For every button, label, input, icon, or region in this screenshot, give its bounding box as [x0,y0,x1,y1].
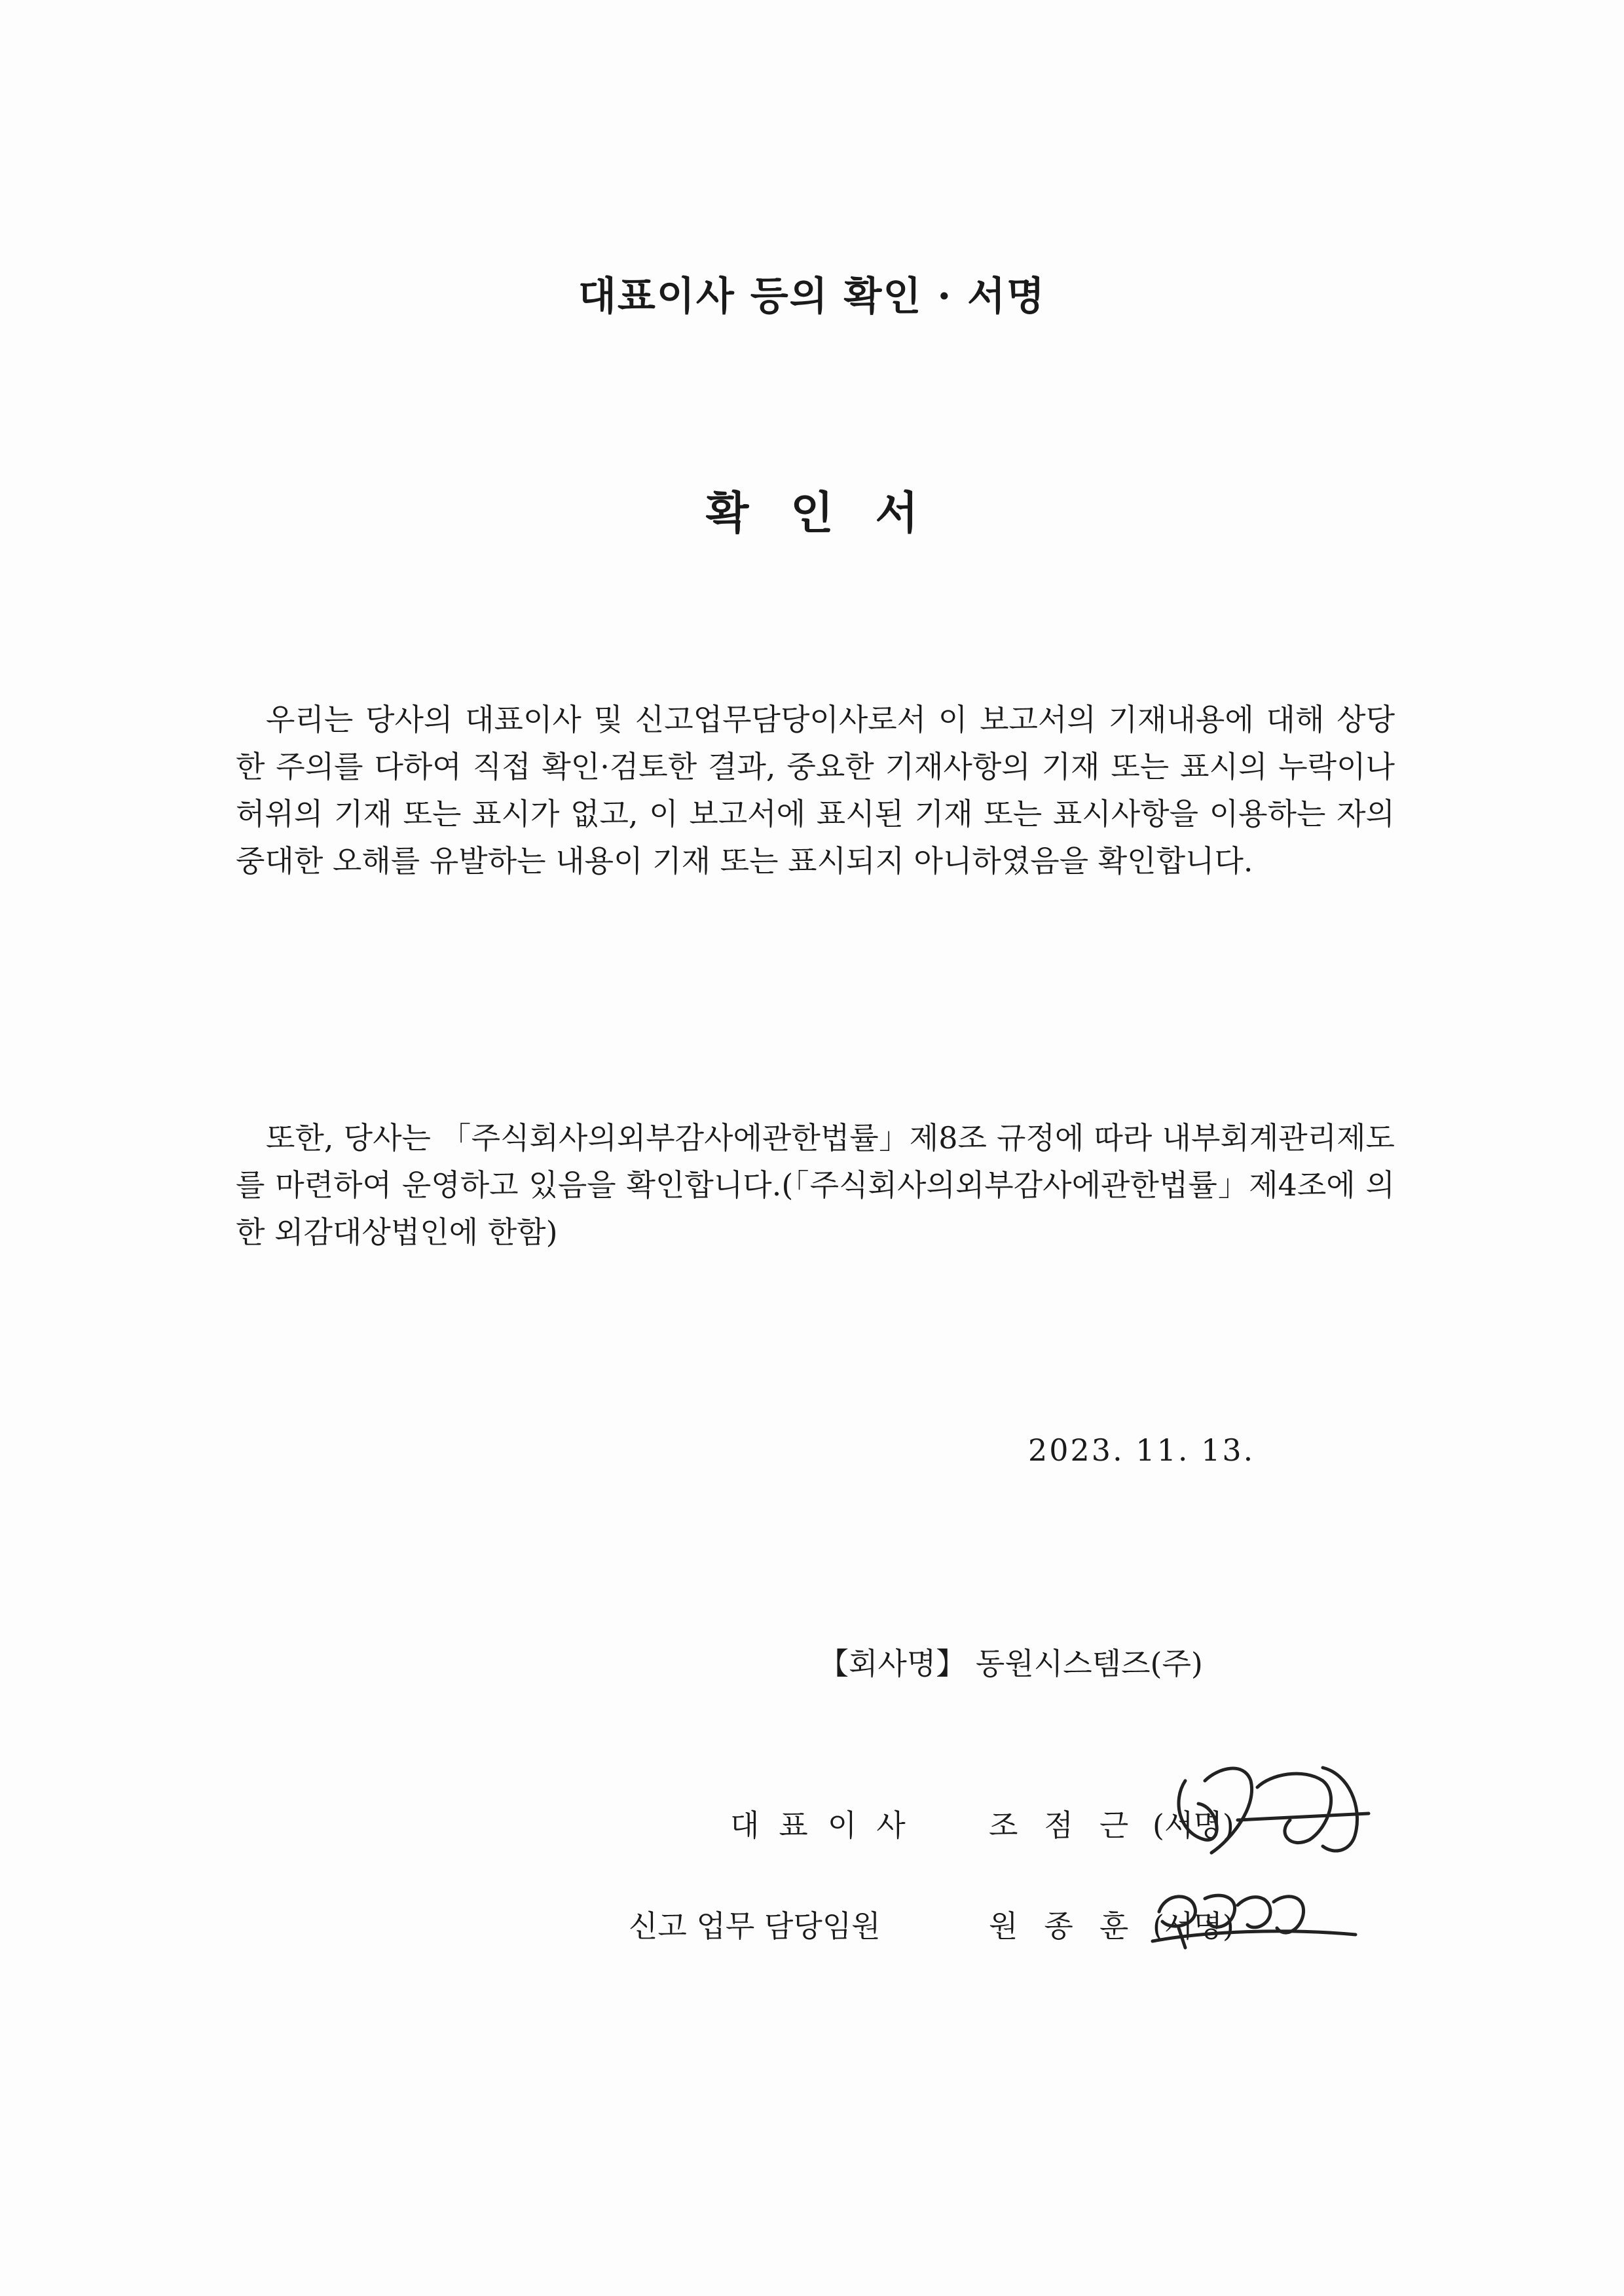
signature-label: (서명) [1153,1808,1234,1843]
internal-control-paragraph: 또한, 당사는 「주식회사의외부감사에관한법률」제8조 규정에 따라 내부회계관리제도를 마련하여 운영하고 있음을 확인합니다.(「주식회사의외부감사에관한법률」제4조에 의한 외감대상법인에 한함) [236,1120,1395,1250]
document-heading: 대표이사 등의 확인 · 서명 [578,274,1046,319]
confirmation-paragraph: 우리는 당사의 대표이사 및 신고업무담당이사로서 이 보고서의 기재내용에 대해 상당한 주의를 다하여 직접 확인·검토한 결과, 중요한 기재사항의 기재 또는 표시의 누락이나 허위의 기재 또는 표시가 없고, 이 보고서에 표시된 기재 또는 표시사항을 이용하는 자의 중대한 오해를 유발하는 내용이 기재 또는 표시되지 아니하였음을 확인합니다. [236,702,1395,879]
document-title: 확 인 서 [705,487,919,539]
signer-name: 조점근 [989,1808,1155,1843]
document-date: 2023. 11. 13. [1028,1432,1255,1468]
signer-role: 신고 업무 담당임원 [629,1908,881,1944]
officer-signature-icon [1139,1866,1362,1964]
signer-name: 원종훈 [989,1908,1155,1944]
signer-role: 대표이사 [730,1808,925,1843]
signature-label: (서명) [1153,1908,1234,1944]
company-name: 【회사명】 동원시스템즈(주) [819,1646,1203,1681]
ceo-signature-icon [1159,1741,1382,1866]
